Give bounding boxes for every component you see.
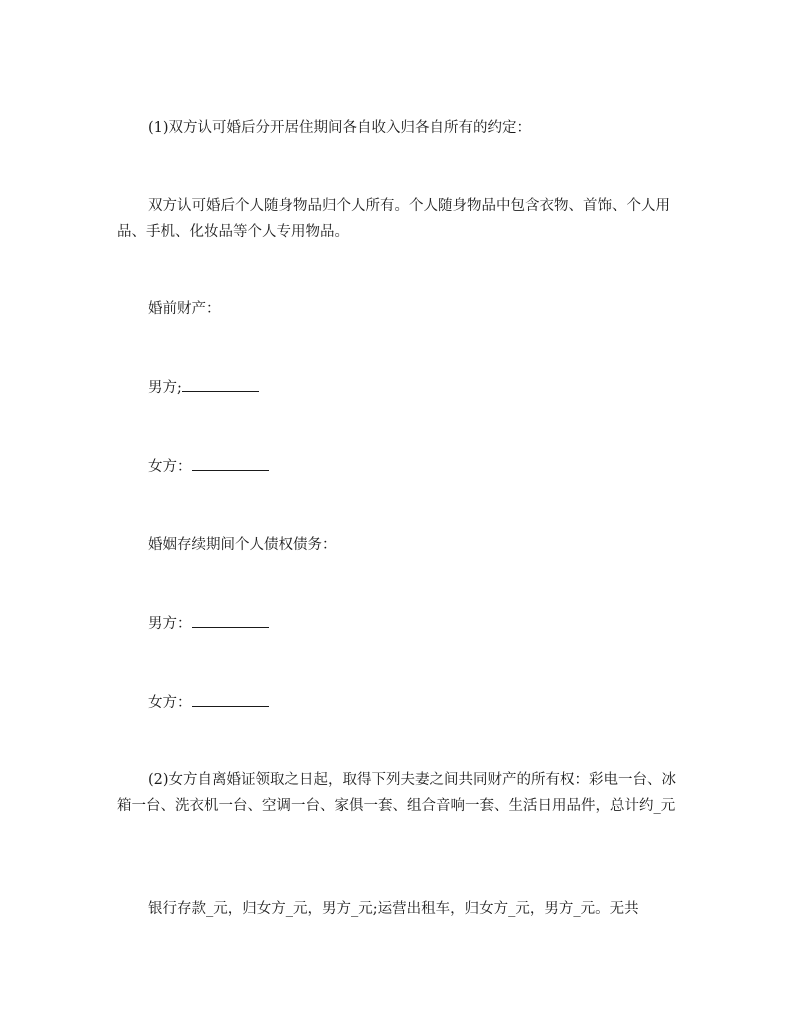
personal-items-paragraph: 双方认可婚后个人随身物品归个人所有。个人随身物品中包含衣物、首饰、个人用品、手机、化妆品等个人专用物品。 <box>117 198 670 240</box>
debt-female-blank[interactable] <box>192 692 269 707</box>
premarital-male-blank[interactable] <box>182 377 259 392</box>
debt-heading: 婚姻存续期间个人债权债务： <box>148 537 337 553</box>
clause-2-paragraph: (2)女方自离婚证领取之日起，取得下列夫妻之间共同财产的所有权：彩电一台、冰箱一台、洗衣机一台、空调一台、家俱一套、组合音响一套、生活日用品件，总计约_元 <box>117 772 677 814</box>
debt-male-label: 男方： <box>148 616 192 632</box>
premarital-property-heading: 婚前财产： <box>148 301 221 317</box>
premarital-male-label: 男方; <box>148 380 182 396</box>
clause-1-paragraph: (1)双方认可婚后分开居住期间各自收入归各自所有的约定： <box>148 120 532 136</box>
premarital-male-line <box>148 375 259 401</box>
debt-female-line <box>148 690 269 716</box>
debt-female-label: 女方： <box>148 695 192 711</box>
premarital-female-line <box>148 454 269 480</box>
premarital-female-blank[interactable] <box>192 456 269 471</box>
bank-deposit-paragraph: 银行存款_元，归女方_元，男方_元;运营出租车，归女方_元，男方_元。无共 <box>148 901 639 917</box>
debt-male-blank[interactable] <box>192 613 269 628</box>
debt-male-line <box>148 611 269 637</box>
premarital-female-label: 女方： <box>148 459 192 475</box>
